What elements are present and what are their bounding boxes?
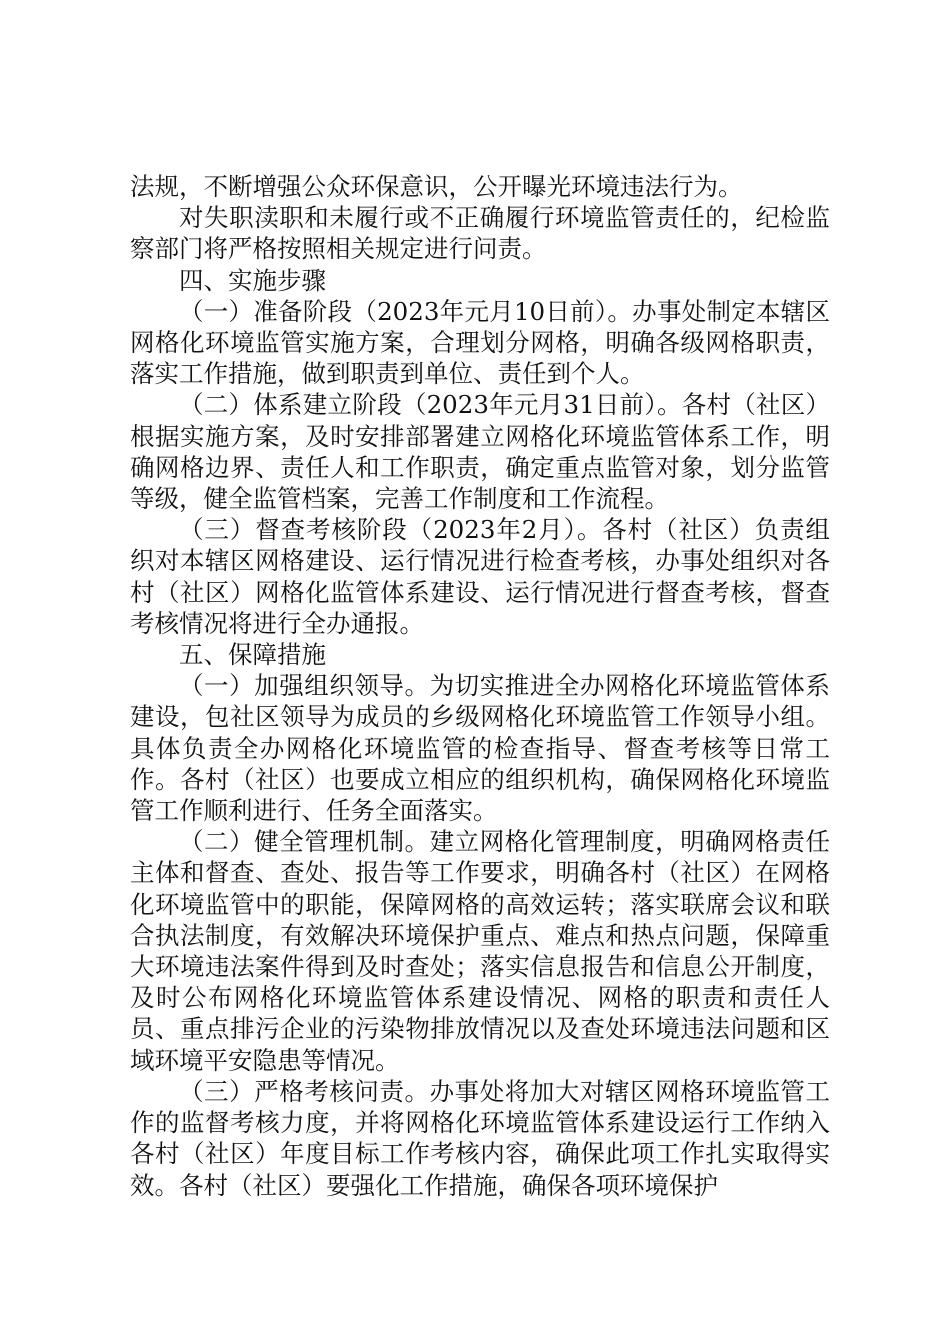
paragraph-system-establishment-stage: （二）体系建立阶段（2023年元月31日前）。各村（社区）根据实施方案，及时安排部署建立网格化环境监管体系工作，明确网格边界、责任人和工作职责，确定重点监管对象，划分监管等级，健全监管档案，完善工作制度和工作流程。 bbox=[130, 390, 830, 514]
paragraph-preparation-stage: （一）准备阶段（2023年元月10日前）。办事处制定本辖区网格化环境监管实施方案，合理划分网格，明确各级网格职责，落实工作措施，做到职责到单位、责任到个人。 bbox=[130, 296, 830, 389]
paragraph-accountability: 对失职渎职和未履行或不正确履行环境监管责任的，纪检监察部门将严格按照相关规定进行问责。 bbox=[130, 203, 830, 264]
paragraph-improve-management-mechanism: （二）健全管理机制。建立网格化管理制度，明确网格责任主体和督查、查处、报告等工作要求，明确各村（社区）在网格化环境监管中的职能，保障网格的高效运转；落实联席会议和联合执法制度，有效解决环境保护重点、难点和热点问题，保障重大环境违法案件得到及时查处；落实信息报告和信息公开制度，及时公布网格化环境监管体系建设情况、网格的职责和责任人员、重点排污企业的污染物排放情况以及查处环境违法问题和区域环境平安隐患等情况。 bbox=[130, 827, 830, 1075]
paragraph-inspection-assessment-stage: （三）督查考核阶段（2023年2月）。各村（社区）负责组织对本辖区网格建设、运行情况进行检查考核，办事处组织对各村（社区）网格化监管体系建设、运行情况进行督查考核，督查考核情况将进行全办通报。 bbox=[130, 515, 830, 638]
section-heading-safeguard-measures: 五、保障措施 bbox=[179, 640, 326, 670]
paragraph-strict-assessment: （三）严格考核问责。办事处将加大对辖区网格环境监管工作的监督考核力度，并将网格化环境监管体系建设运行工作纳入各村（社区）年度目标工作考核内容，确保此项工作扎实取得实效。各村（社区）要强化工作措施，确保各项环境保护 bbox=[130, 1076, 830, 1200]
section-heading-implementation-steps: 四、实施步骤 bbox=[179, 265, 326, 295]
paragraph-strengthen-leadership: （一）加强组织领导。为切实推进全办网格化环境监管体系建设，包社区领导为成员的乡级网格化环境监管工作领导小组。具体负责全办网格化环境监管的检查指导、督查考核等日常工作。各村（社区）也要成立相应的组织机构，确保网格化环境监管工作顺利进行、任务全面落实。 bbox=[130, 671, 830, 826]
paragraph-continuation: 法规，不断增强公众环保意识，公开曝光环境违法行为。 bbox=[130, 172, 743, 201]
document-body bbox=[130, 171, 830, 1201]
